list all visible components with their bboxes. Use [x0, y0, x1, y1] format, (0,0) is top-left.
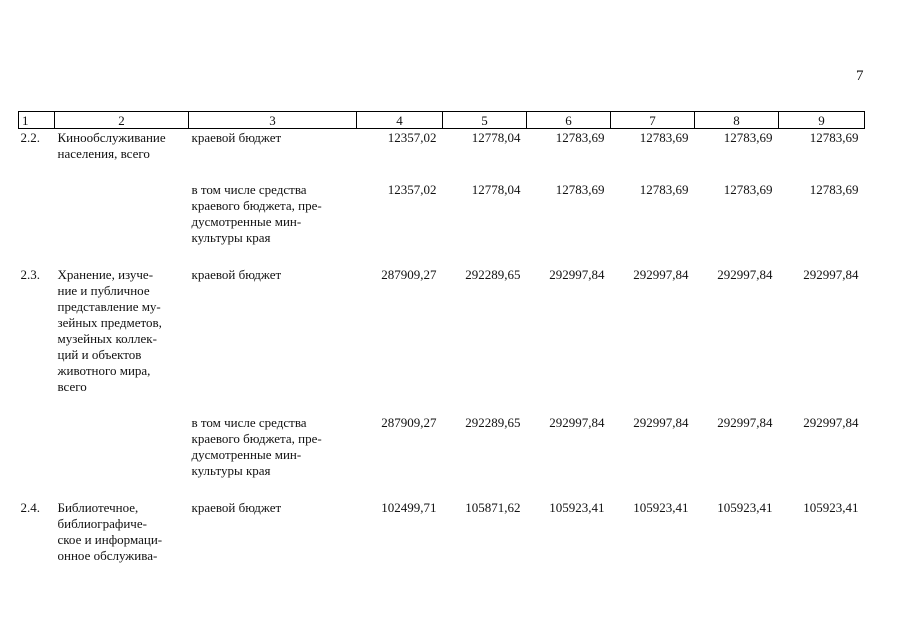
- value-col-5: 12778,04: [471, 130, 521, 145]
- section-title-line: Хранение, изуче-: [57, 267, 154, 282]
- subsection-row: [19, 182, 865, 246]
- value-col-5: 292289,65: [465, 267, 521, 282]
- funding-source-line: культуры края: [191, 463, 271, 478]
- page-number: 7: [856, 68, 864, 84]
- funding-source: [189, 182, 357, 246]
- section-title: [55, 129, 189, 163]
- value-col-8: 105923,41: [717, 500, 773, 515]
- value-col-8: 12783,69: [723, 182, 773, 197]
- col-header-5: 5: [443, 112, 527, 129]
- funding-source-line: краевой бюджет: [191, 500, 282, 515]
- value-col-7: 292997,84: [633, 267, 689, 282]
- spacer-cell: [19, 395, 865, 415]
- col-header-7: 7: [611, 112, 695, 129]
- value-col-4: 287909,27: [381, 415, 437, 430]
- value-col-8: 292997,84: [717, 267, 773, 282]
- section-row: [19, 499, 865, 564]
- section-code: [19, 182, 55, 246]
- section-title-line: представление му-: [57, 299, 161, 314]
- value-col-7: 12783,69: [639, 182, 689, 197]
- value-col-8: 12783,69: [723, 130, 773, 145]
- funding-source: [189, 415, 357, 479]
- section-title-line: зейных предметов,: [57, 315, 162, 330]
- section-title-line: музейных коллек-: [57, 331, 157, 346]
- section-code: 2.3.: [20, 267, 40, 282]
- value-col-4: 102499,71: [381, 500, 437, 515]
- section-title-line: Кинообслуживание: [57, 130, 166, 145]
- value-col-7: 12783,69: [639, 130, 689, 145]
- funding-source-line: краевого бюджета, пре-: [191, 431, 322, 446]
- section-code: [19, 415, 55, 479]
- spacer-cell: [19, 162, 865, 182]
- section-title-line: ское и информаци-: [57, 532, 163, 547]
- section-row: [19, 129, 865, 163]
- section-title-line: онное обслужива-: [57, 548, 158, 563]
- row-spacer: [19, 395, 865, 415]
- spacer-cell: [19, 479, 865, 499]
- col-header-8: 8: [695, 112, 779, 129]
- value-col-6: 105923,41: [549, 500, 605, 515]
- section-title-line: ние и публичное: [57, 283, 150, 298]
- value-col-9: 292997,84: [803, 415, 859, 430]
- col-header-9: 9: [779, 112, 865, 129]
- table-body: [19, 129, 865, 565]
- col-header-1: 1: [19, 112, 55, 129]
- section-title: [55, 499, 189, 564]
- value-col-5: 12778,04: [471, 182, 521, 197]
- spacer-cell: [19, 246, 865, 266]
- value-col-6: 12783,69: [555, 182, 605, 197]
- row-spacer: [19, 246, 865, 266]
- funding-source: [189, 266, 357, 395]
- section-title-line: животного мира,: [57, 363, 151, 378]
- value-col-6: 292997,84: [549, 415, 605, 430]
- value-col-7: 292997,84: [633, 415, 689, 430]
- col-header-4: 4: [357, 112, 443, 129]
- budget-table: [18, 111, 865, 564]
- col-header-6: 6: [527, 112, 611, 129]
- section-title: [55, 266, 189, 395]
- value-col-7: 105923,41: [633, 500, 689, 515]
- value-col-5: 292289,65: [465, 415, 521, 430]
- value-col-4: 287909,27: [381, 267, 437, 282]
- funding-source-line: в том числе средства: [191, 182, 307, 197]
- section-title-line: Библиотечное,: [57, 500, 139, 515]
- funding-source-line: краевой бюджет: [191, 267, 282, 282]
- value-col-9: 105923,41: [803, 500, 859, 515]
- section-code: 2.2.: [20, 130, 40, 145]
- value-col-4: 12357,02: [387, 130, 437, 145]
- subsection-row: [19, 415, 865, 479]
- section-title-line: библиографиче-: [57, 516, 147, 531]
- value-col-8: 292997,84: [717, 415, 773, 430]
- funding-source: [189, 499, 357, 564]
- value-col-9: 12783,69: [809, 182, 859, 197]
- row-spacer: [19, 162, 865, 182]
- header-row: [19, 112, 865, 129]
- value-col-4: 12357,02: [387, 182, 437, 197]
- value-col-6: 292997,84: [549, 267, 605, 282]
- value-col-9: 12783,69: [809, 130, 859, 145]
- section-title: [55, 415, 189, 479]
- value-col-5: 105871,62: [465, 500, 521, 515]
- section-row: [19, 266, 865, 395]
- value-col-9: 292997,84: [803, 267, 859, 282]
- funding-source-line: культуры края: [191, 230, 271, 245]
- funding-source-line: дусмотренные мин-: [191, 214, 302, 229]
- funding-source-line: краевой бюджет: [191, 130, 282, 145]
- section-title-line: всего: [57, 379, 87, 394]
- funding-source-line: в том числе средства: [191, 415, 307, 430]
- funding-source-line: краевого бюджета, пре-: [191, 198, 322, 213]
- row-spacer: [19, 479, 865, 499]
- section-title: [55, 182, 189, 246]
- col-header-2: 2: [55, 112, 189, 129]
- section-title-line: населения, всего: [57, 146, 150, 161]
- section-code: 2.4.: [20, 500, 40, 515]
- value-col-6: 12783,69: [555, 130, 605, 145]
- col-header-3: 3: [189, 112, 357, 129]
- funding-source-line: дусмотренные мин-: [191, 447, 302, 462]
- funding-source: [189, 129, 357, 163]
- section-title-line: ций и объектов: [57, 347, 142, 362]
